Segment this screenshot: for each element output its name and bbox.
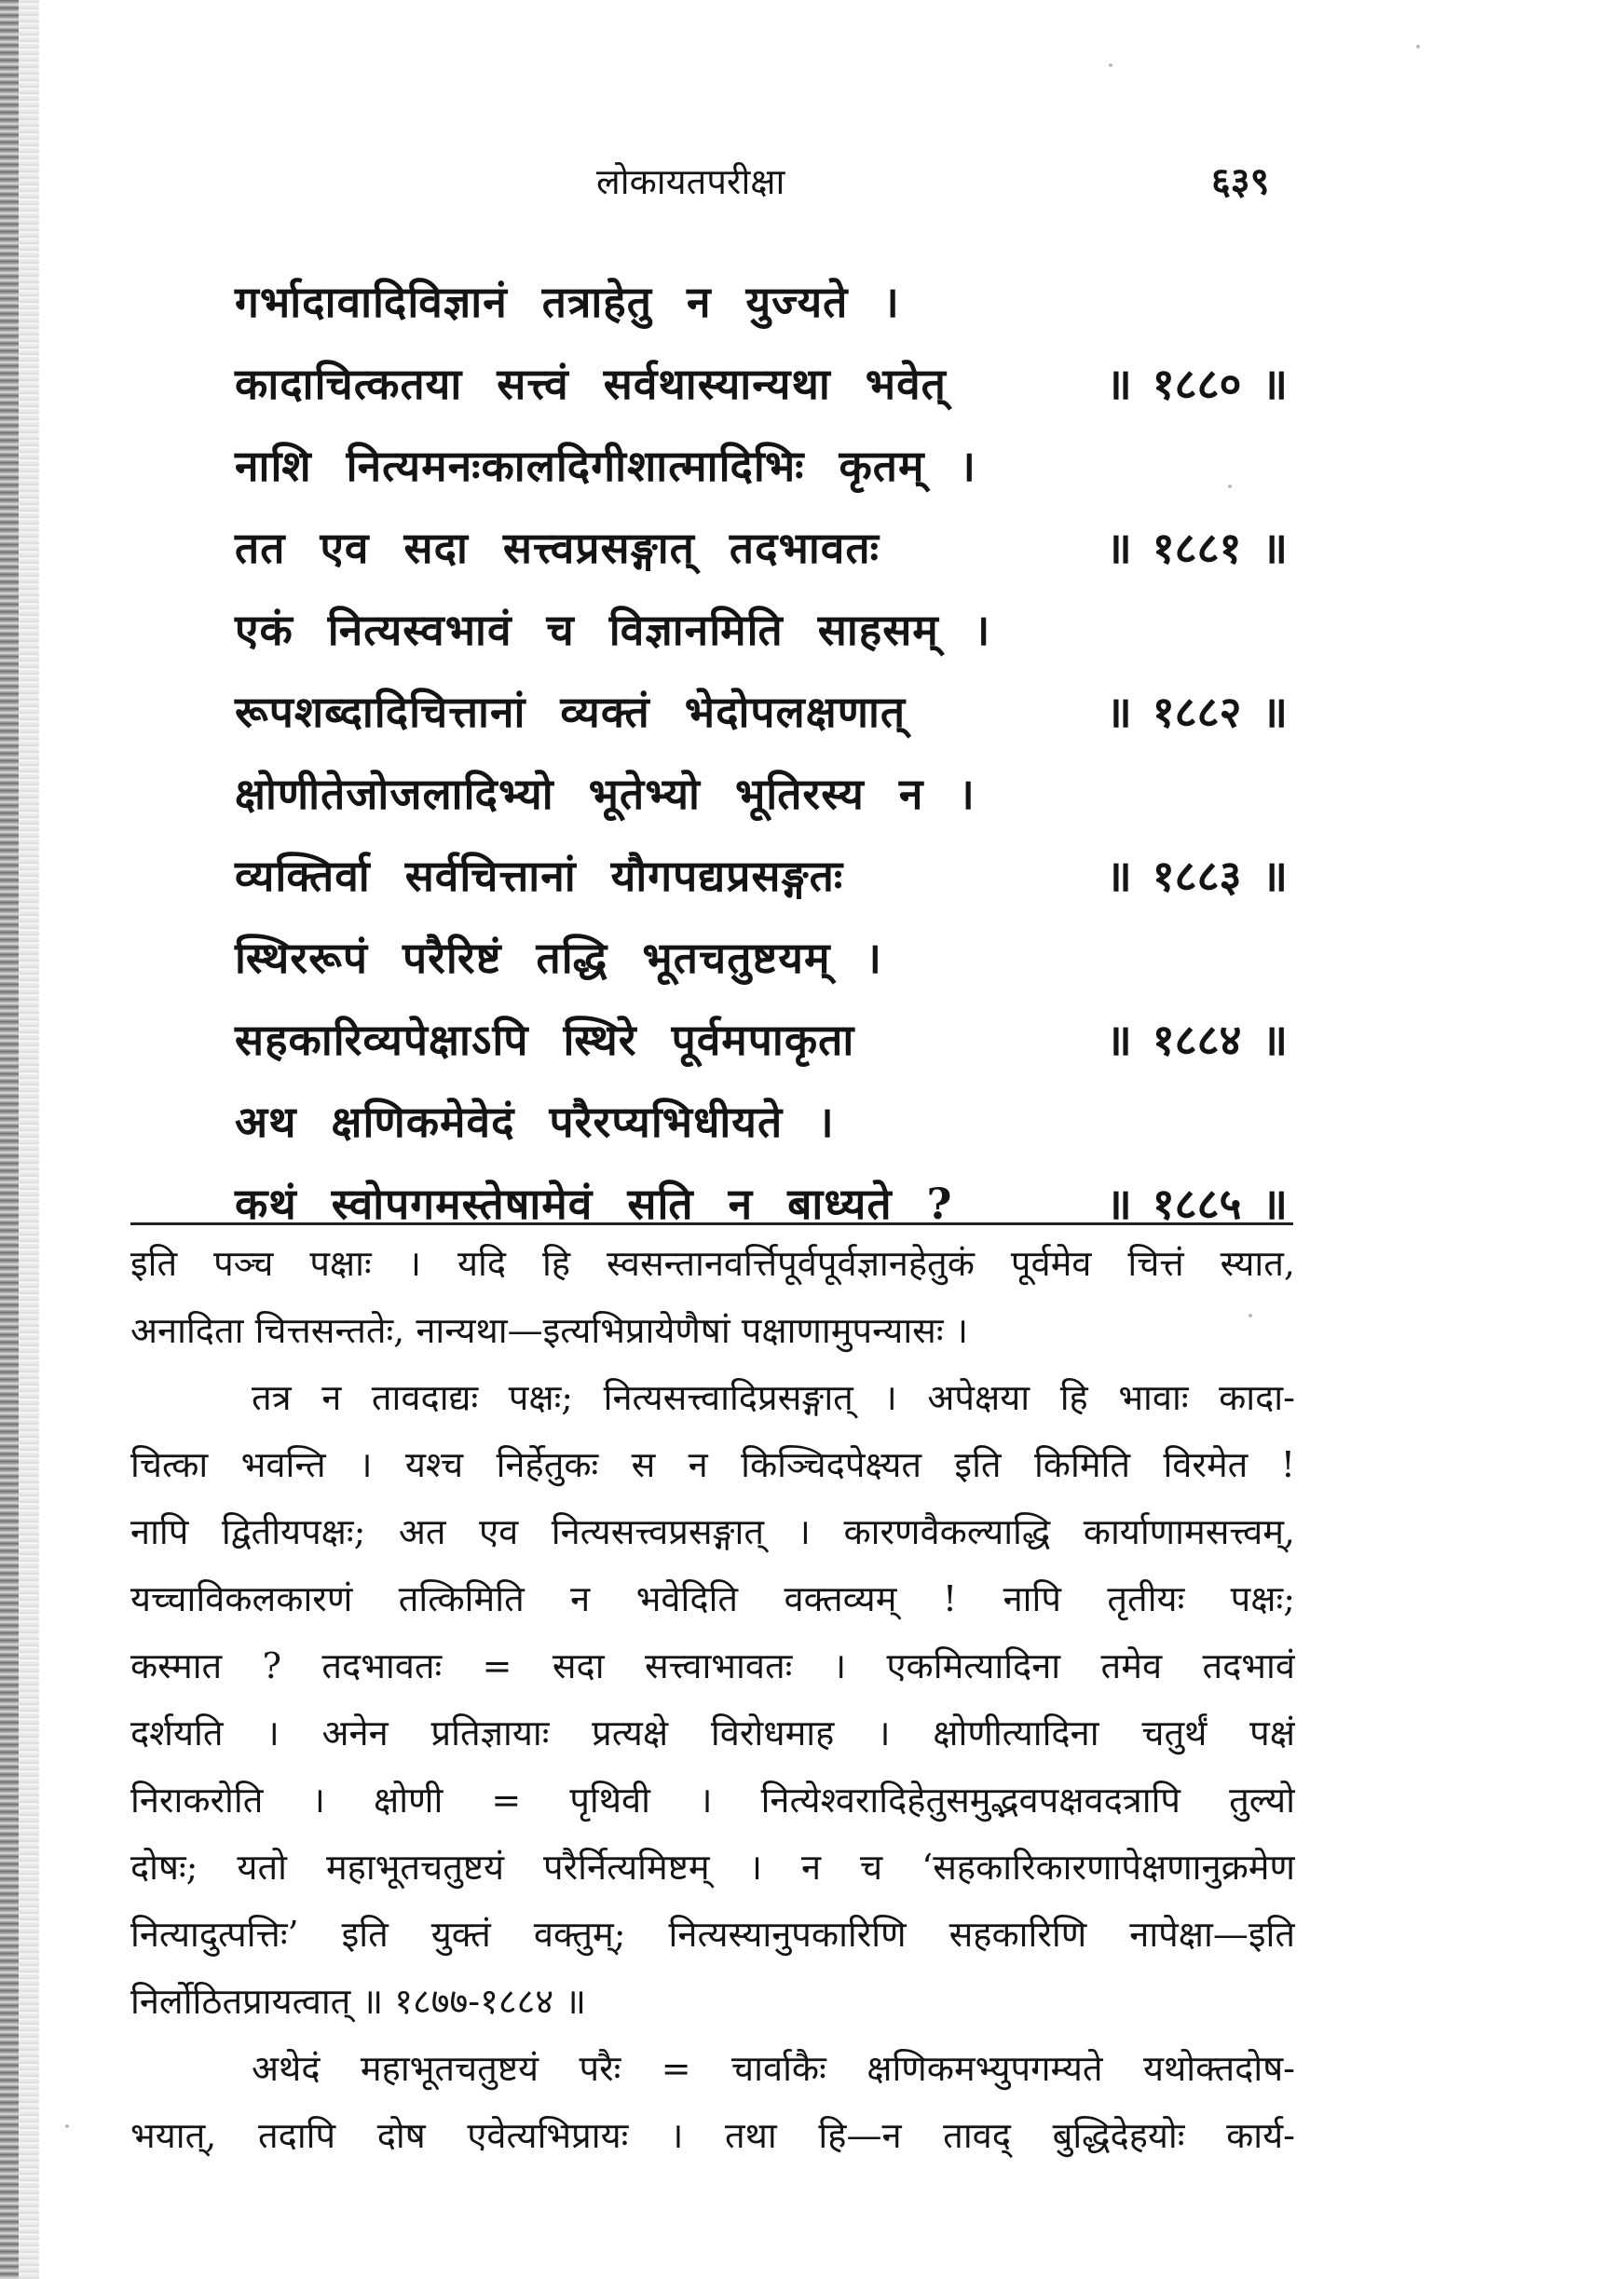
verse-number: ॥ १८८१ ॥ <box>1106 523 1288 573</box>
commentary-block <box>130 1230 1295 2169</box>
commentary-line: चित्का भवन्ति । यश्च निर्हेतुकः स न किञ्चिदपेक्ष्यत इति किमिति विरमेत ! <box>130 1444 1295 1485</box>
verse-line <box>235 835 1288 917</box>
verse-text: तत एव सदा सत्त्वप्रसङ्गात् तदभावतः <box>235 523 880 573</box>
section-divider-rule <box>130 1222 1293 1225</box>
commentary-line: नापि द्वितीयपक्षः; अत एव नित्यसत्त्वप्रसङ्गात् । कारणवैकल्याद्धि कार्याणामसत्त्वम्, <box>130 1511 1295 1552</box>
scan-speck <box>1249 1314 1252 1317</box>
commentary-line: कस्मात ? तदभावतः = सदा सत्त्वाभावतः । एकमित्यादिना तमेव तदभावं <box>130 1645 1295 1686</box>
verse-line <box>235 671 1288 753</box>
commentary-line: इति पञ्च पक्षाः । यदि हि स्वसन्तानवर्त्तिपूर्वपूर्वज्ञानहेतुकं पूर्वमेव चित्तं स्यात, <box>130 1243 1295 1284</box>
commentary-line: अथेदं महाभूतचतुष्टयं परैः = चार्वाकैः क्षणिकमभ्युपगम्यते यथोक्तदोष- <box>252 2048 1295 2089</box>
verse-number: ॥ १८८४ ॥ <box>1106 1015 1288 1065</box>
verse-text: नाशि नित्यमनःकालदिगीशात्मादिभिः कृतम् । <box>235 441 976 491</box>
verse-text: अथ क्षणिकमेवेदं परैरप्यभिधीयते । <box>235 1097 835 1147</box>
verse-text: गर्भादावादिविज्ञानं तत्राहेतु न युज्यते । <box>235 277 900 327</box>
commentary-line: निर्लोठितप्रायत्वात् ॥ १८७७-१८८४ ॥ <box>130 1981 587 2022</box>
verse-number: ॥ १८८० ॥ <box>1106 359 1288 409</box>
commentary-line: भयात्, तदापि दोष एवेत्यभिप्रायः । तथा हि—न तावद् बुद्धिदेहयोः कार्य- <box>130 2115 1295 2156</box>
verse-text: व्यक्तिर्वा सर्वचित्तानां यौगपद्यप्रसङ्गतः <box>235 851 844 901</box>
commentary-line: नित्यादुत्पत्तिः’ इति युक्तं वक्तुम्; नित्यस्यानुपकारिणि सहकारिणि नापेक्षा—इति <box>130 1914 1295 1955</box>
verse-line <box>235 589 1288 671</box>
scan-speck <box>1228 484 1232 488</box>
verse-number: ॥ १८८५ ॥ <box>1106 1179 1288 1229</box>
commentary-line: अनादिता चित्तसन्ततेः, नान्यथा—इत्यभिप्रायेणैषां पक्षाणामुपन्यासः । <box>130 1310 969 1351</box>
verse-text: एकं नित्यस्वभावं च विज्ञानमिति साहसम् । <box>235 605 991 655</box>
verse-number: ॥ १८८२ ॥ <box>1106 687 1288 737</box>
page-number: ६३९ <box>1211 159 1270 203</box>
running-header-title: लोकायतपरीक्षा <box>596 161 785 202</box>
verse-text: क्षोणीतेजोजलादिभ्यो भूतेभ्यो भूतिरस्य न । <box>235 769 976 819</box>
verse-text: सहकारिव्यपेक्षाऽपि स्थिरे पूर्वमपाकृता <box>235 1015 855 1065</box>
verse-text: कथं स्वोपगमस्तेषामेवं सति न बाध्यते ? <box>235 1179 953 1229</box>
verse-block <box>235 261 1288 1245</box>
page-binding-edge <box>0 0 19 2279</box>
scan-speck <box>65 2124 69 2128</box>
commentary-line: दोषः; यतो महाभूतचतुष्टयं परैर्नित्यमिष्टम् । न च ‘सहकारिकारणापेक्षणानुक्रमेण <box>130 1847 1295 1888</box>
commentary-line: यच्चाविकलकारणं तत्किमिति न भवेदिति वक्तव्यम् ! नापि तृतीयः पक्षः; <box>130 1578 1295 1619</box>
verse-number: ॥ १८८३ ॥ <box>1106 851 1288 901</box>
commentary-line: तत्र न तावदाद्यः पक्षः; नित्यसत्त्वादिप्रसङ्गात् । अपेक्षया हि भावाः कादा- <box>252 1377 1295 1418</box>
verse-line <box>235 917 1288 999</box>
page-binding-shadow <box>19 0 39 2279</box>
scan-speck <box>1109 63 1112 67</box>
verse-line <box>235 343 1288 425</box>
verse-line <box>235 261 1288 343</box>
verse-text: रूपशब्दादिचित्तानां व्यक्तं भेदोपलक्षणात् <box>235 687 907 737</box>
commentary-line: दर्शयति । अनेन प्रतिज्ञायाः प्रत्यक्षे विरोधमाह । क्षोणीत्यादिना चतुर्थं पक्षं <box>130 1713 1295 1754</box>
verse-line <box>235 507 1288 589</box>
scan-speck <box>1416 45 1420 48</box>
verse-line <box>235 753 1288 835</box>
commentary-line: निराकरोति । क्षोणी = पृथिवी । नित्येश्वरादिहेतुसमुद्भवपक्षवदत्रापि तुल्यो <box>130 1780 1295 1821</box>
verse-line <box>235 1081 1288 1163</box>
verse-text: स्थिररूपं परैरिष्टं तद्धि भूतचतुष्टयम् । <box>235 933 882 983</box>
verse-line <box>235 425 1288 507</box>
verse-line <box>235 999 1288 1081</box>
verse-text: कादाचित्कतया सत्त्वं सर्वथास्यान्यथा भवेत् <box>235 359 947 409</box>
